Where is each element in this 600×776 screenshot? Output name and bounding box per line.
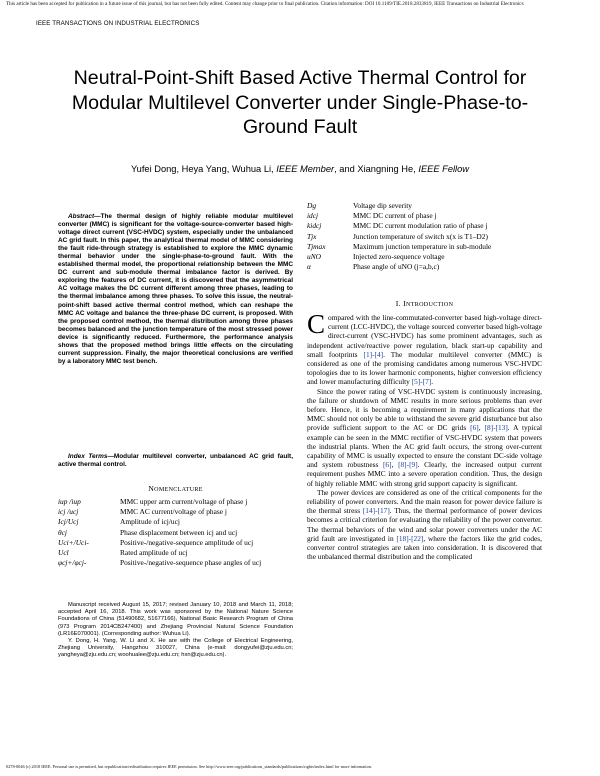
- drop-cap: C: [307, 309, 326, 339]
- nomenclature-description: Positive-/negative-sequence amplitude of ucj: [120, 537, 254, 547]
- nomenclature-description: Rated amplitude of ucj: [120, 547, 188, 557]
- author-role-1: IEEE Member: [276, 164, 335, 174]
- nomenclature-row: [58, 538, 261, 548]
- nomenclature-description: Voltage dip severity: [353, 201, 412, 210]
- author-role-2: IEEE Fellow: [418, 164, 470, 174]
- nomenclature-symbol: Tjx: [307, 231, 317, 241]
- nomenclature-description: MMC DC current of phase j: [353, 211, 437, 221]
- intro-paragraph-1: [307, 309, 543, 387]
- nomenclature-row: [58, 507, 261, 517]
- nomenclature-description: Maximum junction temperature in sub-module: [353, 241, 492, 251]
- nomenclature-description: Junction temperature of switch x(x is T1–D2): [353, 231, 488, 241]
- abstract: Abstract—The thermal design of highly reliable modular multilevel converter (MMC) is significant for the voltage-source-converter based high-voltage direct current (VSC-HVDC) system, especially under the unbalanced AC grid fault. In this paper, the analytical thermal model of MMC considering the fault ride-through strategy is established to explore the MMC dynamic thermal behavior under the single-phase-to-ground fault. With the established thermal model, the proportional relationship between the MMC DC current and sub-module thermal imbalance factor is derived. By exploring the features of DC current, it is discovered that the asymmetrical AC voltage makes the DC current different among three phases, leading to the thermal imbalance among three phases. To solve this issue, the neutral-point-shift based active thermal control method, which can reshape the MMC AC voltage and balance the three-phase DC current, is proposed. With the proposed control method, the thermal distribution among three phases becomes balanced and the junction temperature of the most stressed power device is significantly reduced. Furthermore, the performance analysis shows that the proposed method brings little effects on the circulating current suppression. Finally, the major theoretical conclusions are verified by a laboratory MMC test bench.: [58, 213, 293, 365]
- journal-header: IEEE TRANSACTIONS ON INDUSTRIAL ELECTRONICS: [36, 20, 200, 27]
- nomenclature-symbol: θcj: [58, 527, 67, 537]
- nomenclature-row: [307, 221, 491, 231]
- intro-text: , where the factors like the grid codes, converter control strategies are taken into consideration. It is discovered that the unbalanced thermal distribution and the complicated: [307, 533, 542, 562]
- citation-link[interactable]: [1]-[4]: [363, 349, 384, 359]
- nomenclature-description: Injected zero-sequence voltage: [353, 251, 445, 261]
- nomenclature-symbol: φcj+/φcj-: [58, 558, 87, 568]
- nomenclature-row: [307, 232, 491, 242]
- footnote-funding: Manuscript received August 15, 2017; revised January 10, 2018 and March 11, 2018; accepted April 16, 2018. This work was sponsored by the National Nature Science Foundations of China (51490682, 51677166), National Basic Research Program of China (973 Program 2014CB247400) and Zhejiang Provincial Natural Science Foundation (LR16E070001). (Corresponding author: Wuhua Li).: [58, 602, 293, 637]
- nomenclature-symbol: Icj/Ucj: [58, 517, 79, 527]
- intro-text: ompared with the line-commutated-converter based high-voltage direct-current (LCC-HVDC), the voltage sourced converter based high-voltage direct-current (VSC-HVDC) has some prominent advantages, such as independent active/reactive power regulation, black start-up capability and small footprints: [307, 313, 542, 359]
- introduction-body: [307, 309, 543, 562]
- index-terms: Index Terms—Modular multilevel converter, unbalanced AC grid fault, active thermal control.: [58, 453, 293, 469]
- footnote-affiliation: Y. Dong, H. Yang, W. Li and X. He are with the College of Electrical Engineering, Zhejiang University, Hangzhou 310027, China (e-mail: dongyufei@zju.edu.cn; yangheya@zju.edu.cn; woohualee@zju.edu.cn; hxn@zju.edu.cn).: [58, 638, 293, 659]
- nomenclature-symbol: Ucl: [58, 547, 69, 557]
- nomenclature-symbol: α: [307, 262, 311, 272]
- citation-link[interactable]: [18]-[22]: [396, 533, 424, 543]
- introduction-heading-initial: I: [403, 299, 406, 308]
- nomenclature-symbol: uNO: [307, 251, 321, 261]
- nomenclature-symbol: Dg: [307, 201, 317, 210]
- intro-text: .: [431, 377, 434, 387]
- introduction-heading-number: I.: [395, 299, 404, 308]
- nomenclature-description: MMC AC current/voltage of phase j: [120, 507, 227, 517]
- nomenclature-description: MMC DC current modulation ratio of phase j: [353, 221, 488, 231]
- nomenclature-heading-initial: N: [148, 484, 155, 493]
- nomenclature-row: [307, 211, 491, 221]
- citation-link[interactable]: [8]-[9]: [398, 460, 418, 470]
- citation-link[interactable]: [14]-[17]: [362, 506, 390, 516]
- intro-text: . Thus, the thermal performance of power devices becomes a critical criterion for evaluating the reliability of the power converter. The thermal behaviors of the wind and solar power converters under the AC grid fault are investigated in: [307, 506, 542, 543]
- nomenclature-heading-rest: OMENCLATURE: [154, 487, 203, 493]
- nomenclature-table-left: [58, 497, 261, 568]
- nomenclature-symbol: icj /ucj: [58, 507, 79, 517]
- manuscript-footnote: [58, 602, 293, 660]
- nomenclature-symbol: Uci+/Uci-: [58, 537, 89, 547]
- acceptance-banner: This article has been accepted for publication in a future issue of this journal, but has not been fully edited. Content may change prior to final publication. Citation information: DOI 10.1109/TIE.2018.2833819, IEEE Transactions on Industrial Electronics: [6, 1, 524, 7]
- intro-paragraph-3: [307, 488, 542, 562]
- nomenclature-row: [58, 517, 261, 527]
- intro-text: . A typical example can be seen in the MMC rectifier of VSC-HVDC system that powers the industrial plants. When the AC grid fault occurs, the strong over-current capability of MMC is usually expected to ensure the constant DC-side voltage and system robustness: [307, 423, 543, 470]
- intro-paragraph-2: [307, 387, 542, 488]
- nomenclature-symbol: Tjmax: [307, 241, 326, 251]
- index-terms-label: Index Terms: [68, 453, 108, 460]
- nomenclature-row: [58, 548, 261, 558]
- author-names: Yufei Dong, Heya Yang, Wuhua Li,: [130, 164, 274, 174]
- nomenclature-row: [307, 262, 491, 272]
- nomenclature-row: [307, 201, 491, 211]
- nomenclature-description: MMC upper arm current/voltage of phase j: [120, 497, 248, 506]
- intro-text: . Clearly, the increased output current requirement pushes MMC into a severe operation condition. Thus, the design of highly reliable MMC with strong grid support capacity is significant.: [307, 460, 542, 488]
- nomenclature-description: Positive-/negative-sequence phase angles of ucj: [120, 558, 262, 568]
- nomenclature-row: [58, 497, 261, 507]
- nomenclature-symbol: kidcj: [307, 221, 322, 231]
- author-and: , and Xiangning He,: [334, 164, 416, 174]
- paper-title: Neutral-Point-Shift Based Active Thermal Control for Modular Multilevel Converter under Single-Phase-to-Ground Fault: [71, 67, 529, 138]
- author-line: [40, 164, 560, 174]
- nomenclature-description: Phase displacement between icj and ucj: [120, 527, 238, 537]
- intro-text: . The modular multilevel converter (MMC) is considered as one of the promising candidates among numerous VSC-HVDC topologies due to its lower harmonic components, higher conversion efficiency and lower manufacturing difficulty: [307, 349, 543, 387]
- abstract-label: Abstract: [68, 213, 95, 220]
- citation-link[interactable]: [5]-[7]: [411, 377, 432, 387]
- nomenclature-heading: [58, 484, 293, 493]
- intro-text: Since the power rating of VSC-HVDC system is continuously increasing, the failure or shutdown of MMC results in more serious problems than ever before. Hence, it is becoming a requirement in many applications that the MMC should not only be able to withstand the severe grid disturbance but also provide sufficient support to the AC or DC grids: [307, 386, 542, 433]
- intro-text: ,: [391, 460, 399, 470]
- introduction-heading: [307, 299, 542, 308]
- abstract-text: The thermal design of highly reliable modular multilevel converter (MMC) is significant for the voltage-source-converter based high-voltage direct current (VSC-HVDC) system, especially under the unbalanced AC grid fault. In this paper, the analytical thermal model of MMC considering the fault ride-through strategy is established to explore the MMC dynamic thermal behavior under the single-phase-to-ground fault. With the established thermal model, the proportional relationship between the MMC DC current and sub-module thermal imbalance factor is derived. By exploring the features of DC current, it is discovered that the asymmetrical AC voltage makes the DC current different among three phases, leading to the thermal imbalance among three phases. To solve this issue, the neutral-point-shift based active thermal control method, which can reshape the MMC AC voltage and balance the three-phase DC current, is proposed. With the proposed control method, the thermal distribution among three phases becomes balanced and the junction temperature of the most stressed power device is significantly reduced. Furthermore, the performance analysis shows that the proposed method brings little effects on the circulating current suppression. Finally, the major theoretical conclusions are verified by a laboratory MMC test bench.: [58, 213, 293, 365]
- nomenclature-symbol: idcj: [307, 211, 319, 221]
- nomenclature-description: Amplitude of icj/ucj: [120, 517, 180, 527]
- copyright-footer: 0278-0046 (c) 2018 IEEE. Personal use is permitted, but republication/redistribution requires IEEE permission. See http://www.ieee.org/publications_standards/publications/rights/index.html for more information.: [6, 764, 372, 769]
- intro-text: ,: [478, 423, 485, 433]
- index-terms-text: Modular multilevel converter, unbalanced AC grid fault, active thermal control.: [58, 453, 293, 469]
- nomenclature-row: [58, 528, 261, 538]
- nomenclature-table-right: [307, 201, 491, 272]
- nomenclature-symbol: iup /iup: [58, 497, 81, 506]
- nomenclature-row: [58, 558, 261, 568]
- introduction-heading-rest: NTRODUCTION: [406, 302, 454, 308]
- nomenclature-row: [307, 252, 491, 262]
- citation-link[interactable]: [6]: [470, 423, 479, 433]
- intro-text: The power devices are considered as one of the critical components for the reliability of power converters. And the main reason for power device failure is the thermal stress: [307, 487, 542, 516]
- nomenclature-description: Phase angle of uNO (j=a,b,c): [353, 262, 440, 272]
- citation-link[interactable]: [8]-[13]: [484, 423, 508, 433]
- citation-link[interactable]: [6]: [382, 460, 392, 470]
- nomenclature-row: [307, 242, 491, 252]
